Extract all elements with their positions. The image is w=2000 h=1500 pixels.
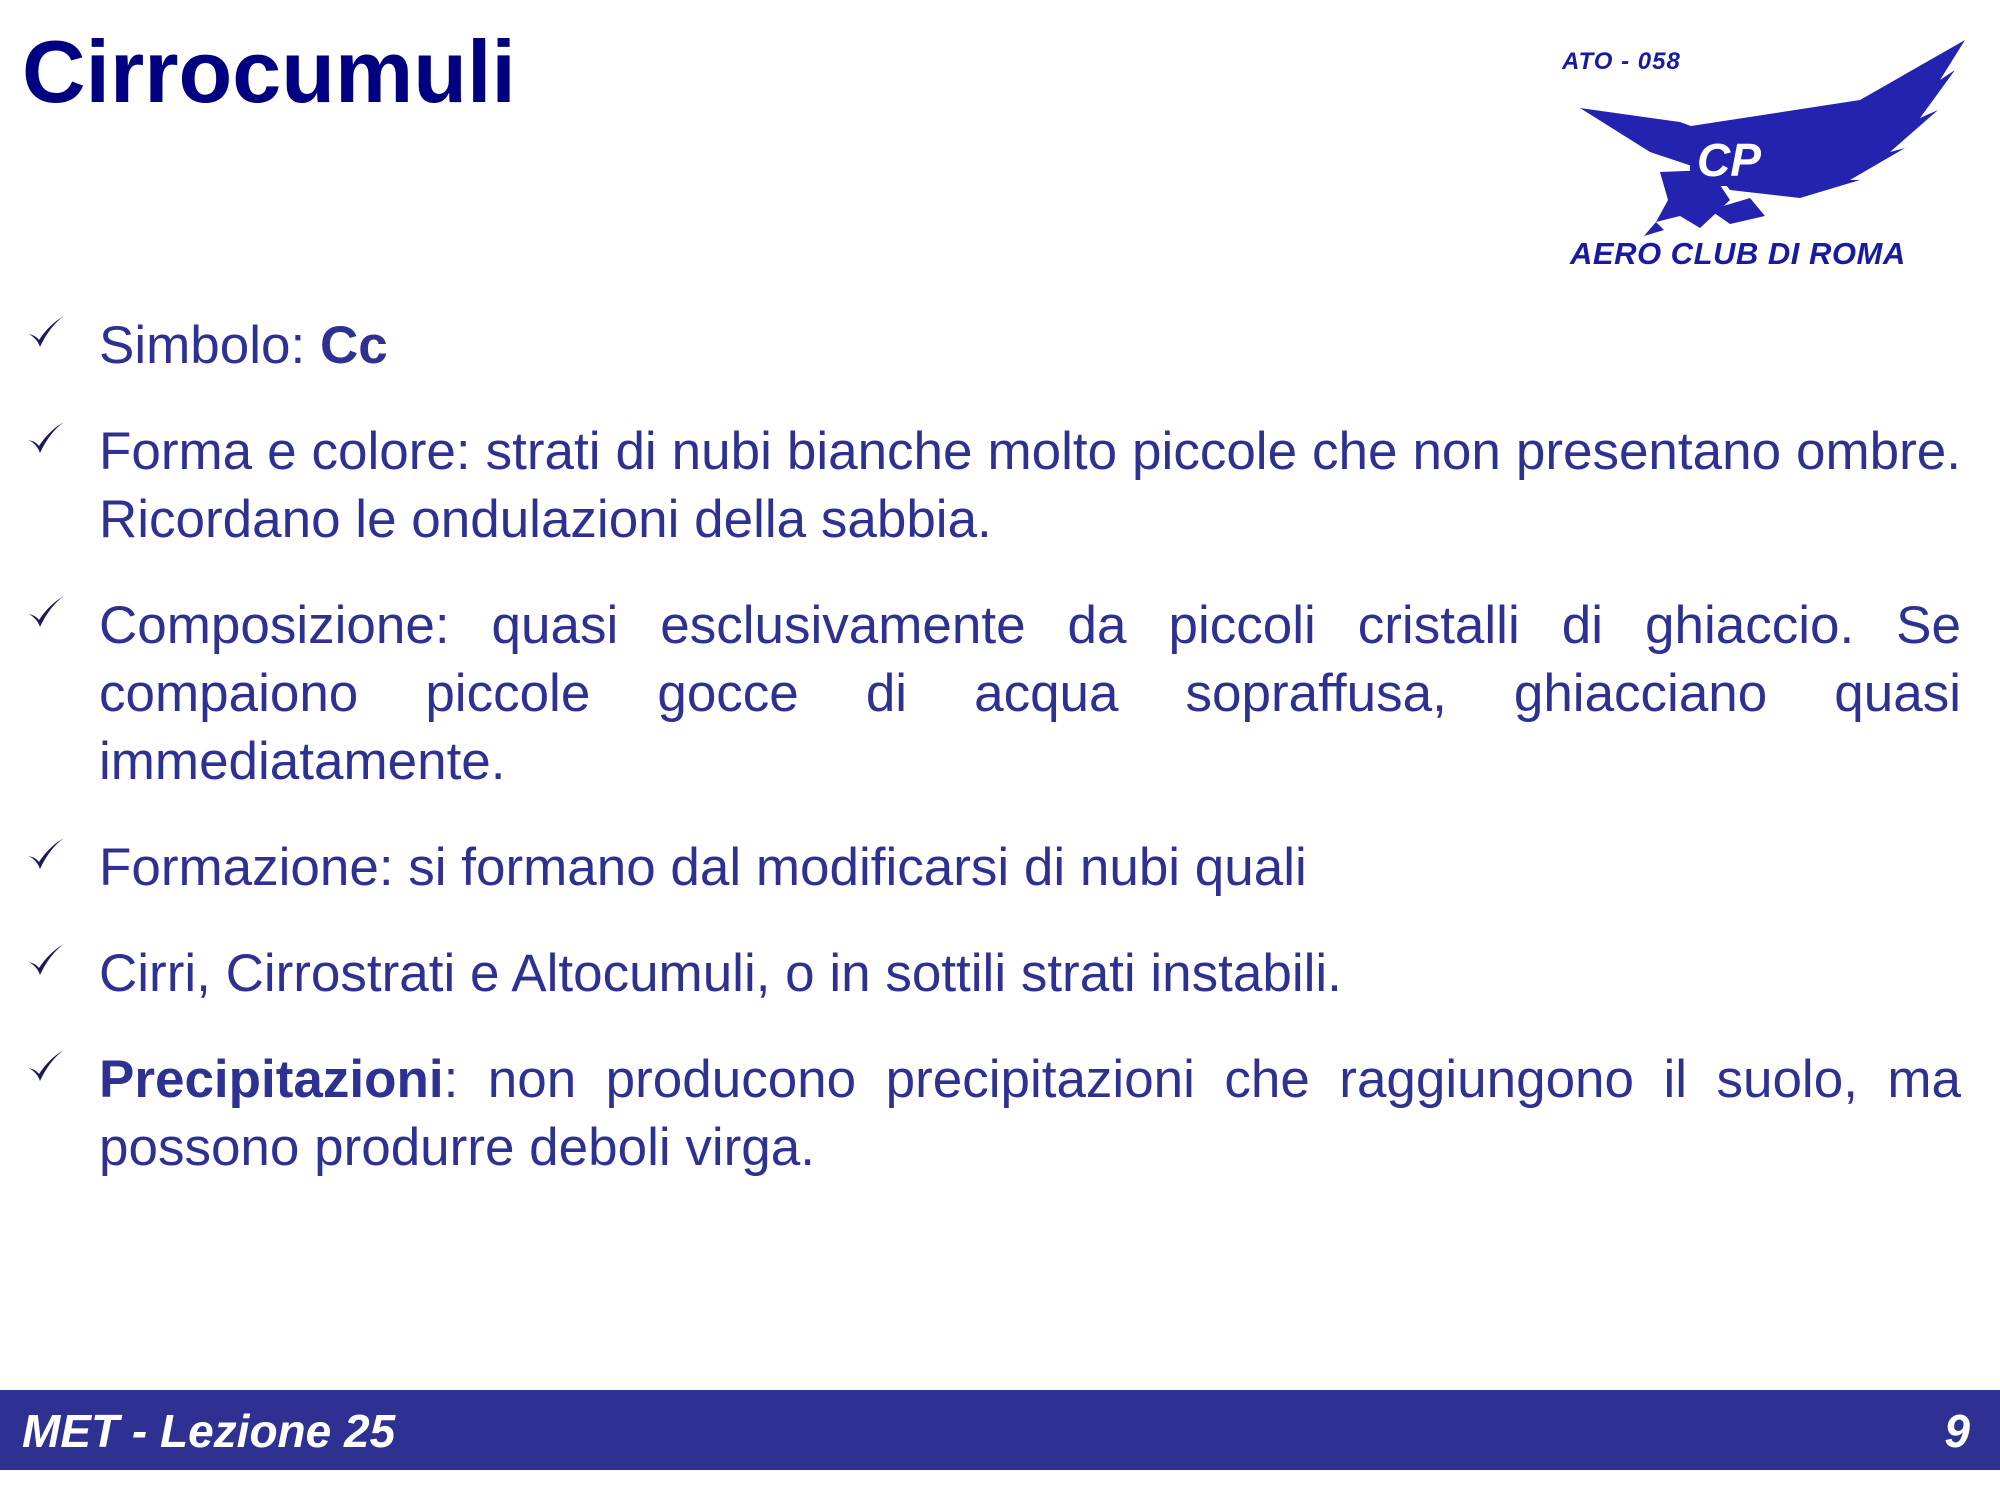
bullet-rest: : non producono precipitazioni che raggiungono il suolo, ma possono produrre deboli virga.: [99, 1050, 1961, 1177]
bullet-list: [0, 312, 2000, 1220]
checkmark-icon: [26, 942, 66, 982]
checkmark-icon: [26, 420, 66, 460]
bullet-label: Simbolo:: [99, 316, 320, 375]
bullet-text: [99, 1046, 1961, 1182]
list-item: [0, 312, 2000, 380]
footer-bar: [0, 1390, 2000, 1470]
bullet-text: Forma e colore: strati di nubi bianche molto piccole che non presentano ombre. Ricordano le ondulazioni della sabbia.: [99, 422, 1961, 549]
bullet-text: [99, 312, 1961, 380]
page-number: 9: [1944, 1405, 1970, 1457]
bullet-text: Cirri, Cirrostrati e Altocumuli, o in sottili strati instabili.: [99, 944, 1342, 1003]
checkmark-icon: [26, 314, 66, 354]
list-item: [0, 834, 2000, 902]
bullet-value: Cc: [319, 316, 388, 375]
list-item: [0, 1046, 2000, 1182]
logo-name: AERO CLUB DI ROMA: [1570, 236, 1906, 271]
list-item: [0, 418, 2000, 554]
list-item: [0, 940, 2000, 1008]
bullet-bold-label: Precipitazioni: [99, 1050, 444, 1109]
logo-monogram: CP: [1697, 134, 1761, 186]
checkmark-icon: [26, 836, 66, 876]
checkmark-icon: [26, 1048, 66, 1088]
checkmark-icon: [26, 594, 66, 634]
logo-code: ATO - 058: [1562, 48, 1681, 75]
bullet-text: Composizione: quasi esclusivamente da piccoli cristalli di ghiaccio. Se compaiono piccole gocce di acqua sopraffusa, ghiacciano quasi immediatamente.: [99, 596, 1961, 791]
footer-lesson: MET - Lezione 25: [22, 1405, 396, 1457]
slide-title: Cirrocumuli: [22, 22, 516, 121]
list-item: [0, 592, 2000, 796]
bullet-text: Formazione: si formano dal modificarsi di nubi quali: [99, 838, 1307, 897]
